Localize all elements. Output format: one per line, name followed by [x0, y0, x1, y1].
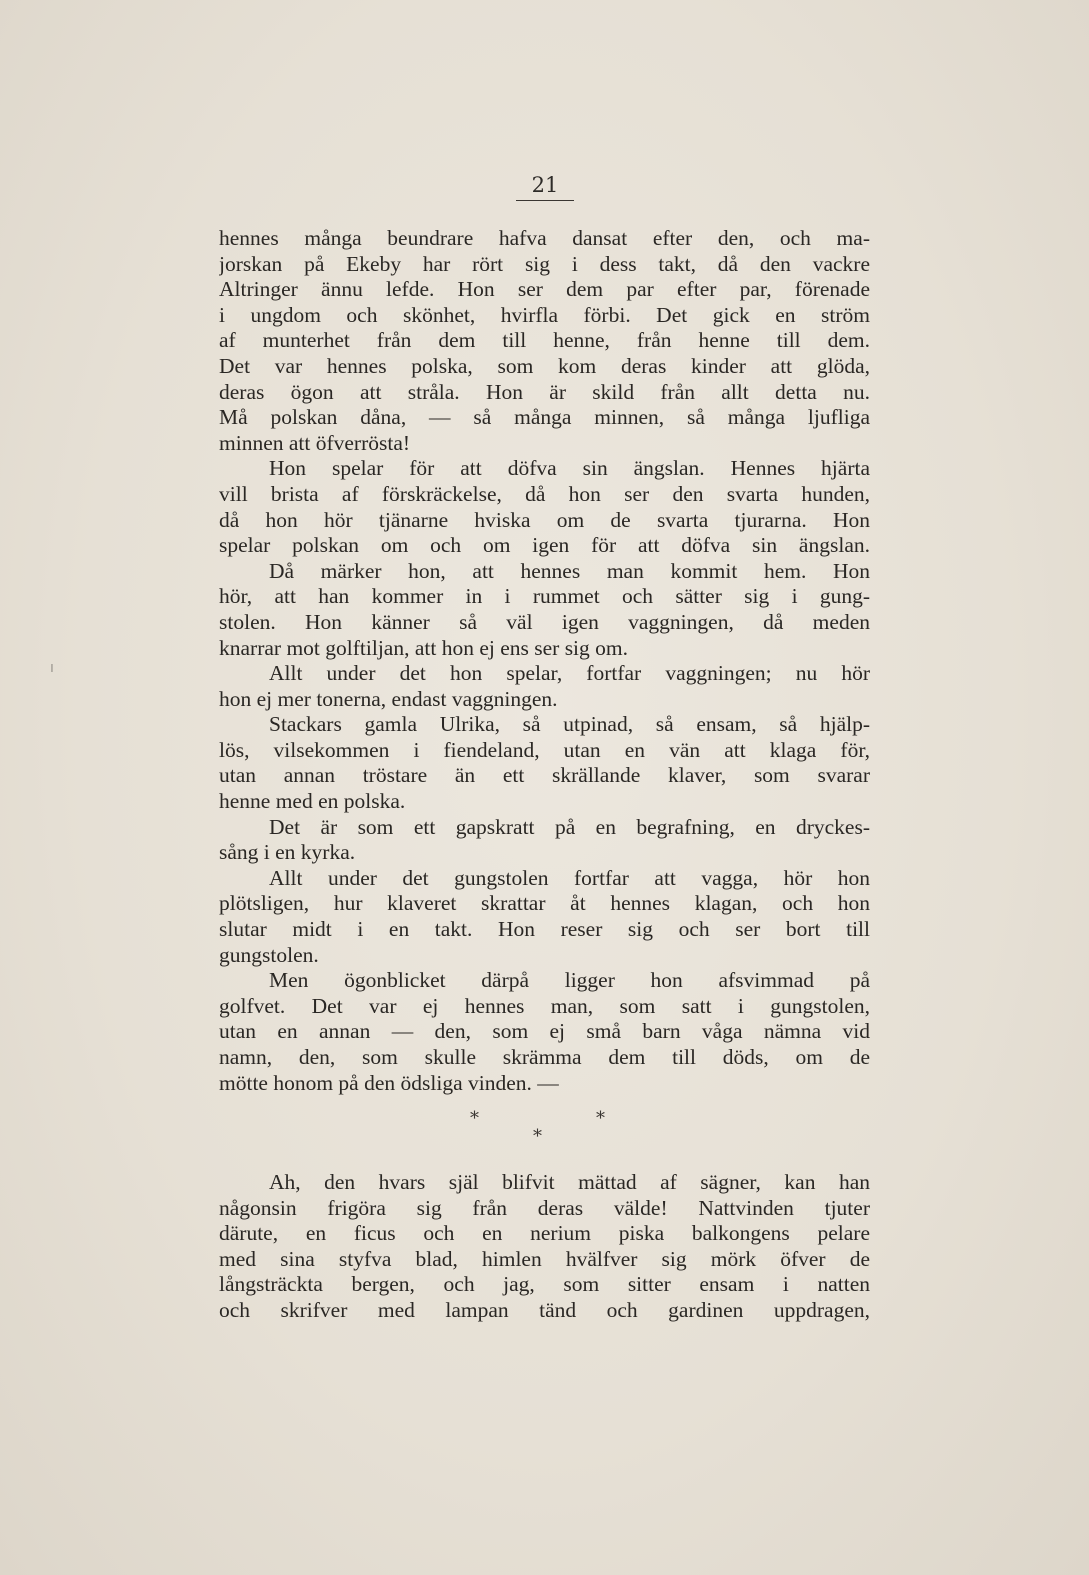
text-line: utan annan tröstare än ett skrällande klaver, som svarar	[219, 763, 870, 788]
text-line: Allt under det hon spelar, fortfar vaggningen; nu hör	[269, 661, 870, 686]
text-line: Det är som ett gapskratt på en begrafning, en dryckes-	[269, 814, 870, 839]
text-line: med sina styfva blad, himlen hvälfver sig mörk öfver de	[219, 1246, 870, 1271]
text-line: i ungdom och skönhet, hvirfla förbi. Det gick en ström	[219, 302, 870, 327]
text-line: plötsligen, hur klaveret skrattar åt hennes klagan, och hon	[219, 891, 870, 916]
text-line: golfvet. Det var ej hennes man, som satt i gungstolen,	[219, 993, 870, 1018]
text-line: Stackars gamla Ulrika, så utpinad, så ensam, så hjälp-	[269, 712, 870, 737]
text-line: Må polskan dåna, — så många minnen, så många ljufliga	[219, 405, 870, 430]
text-line: därute, en ficus och en nerium piska balkongens pelare	[219, 1221, 870, 1246]
text-line: utan en annan — den, som ej små barn våga nämna vid	[219, 1019, 870, 1044]
text-line: minnen att öfverrösta!	[219, 430, 411, 455]
text-line: Altringer ännu lefde. Hon ser dem par efter par, förenade	[219, 277, 870, 302]
text-line: deras ögon att stråla. Hon är skild från allt detta nu.	[219, 379, 870, 404]
text-line: jorskan på Ekeby har rört sig i dess takt, då den vackre	[219, 251, 870, 276]
section-break-asterisk: *	[533, 1126, 542, 1147]
margin-mark: ı	[50, 660, 54, 676]
text-line: Hon spelar för att döfva sin ängslan. Hennes hjärta	[269, 456, 870, 481]
text-line: då hon hör tjänarne hviska om de svarta tjurarna. Hon	[219, 507, 870, 532]
text-line: hon ej mer tonerna, endast vaggningen.	[219, 686, 558, 711]
text-line: och skrifver med lampan tänd och gardinen uppdragen,	[219, 1297, 870, 1322]
text-line: Ah, den hvars själ blifvit mättad af sägner, kan han	[269, 1170, 870, 1194]
text-line: långsträckta bergen, och jag, som sitter ensam i natten	[219, 1272, 870, 1297]
text-line: Allt under det gungstolen fortfar att vagga, hör hon	[269, 865, 870, 890]
text-line: stolen. Hon känner så väl igen vaggningen, då meden	[219, 609, 870, 634]
text-line: hennes många beundrare hafva dansat efter den, och ma-	[219, 226, 870, 250]
body-text-top	[219, 226, 870, 1096]
section-break-asterisk: *	[470, 1108, 479, 1129]
text-line: sång i en kyrka.	[219, 840, 356, 865]
text-line: mötte honom på den ödsliga vinden. —	[219, 1070, 559, 1095]
body-text-bottom	[219, 1170, 870, 1324]
text-line: henne med en polska.	[219, 789, 406, 814]
text-line: knarrar mot golftiljan, att hon ej ens ser sig om.	[219, 635, 629, 660]
text-line: Då märker hon, att hennes man kommit hem. Hon	[269, 558, 870, 583]
page-number: 21	[516, 173, 574, 201]
text-line: Men ögonblicket därpå ligger hon afsvimmad på	[269, 968, 870, 993]
text-line: någonsin frigöra sig från deras välde! Nattvinden tjuter	[219, 1195, 870, 1220]
text-line: vill brista af förskräckelse, då hon ser den svarta hunden,	[219, 481, 870, 506]
text-line: slutar midt i en takt. Hon reser sig och ser bort till	[219, 917, 870, 942]
text-line: lös, vilsekommen i fiendeland, utan en vän att klaga för,	[219, 737, 870, 762]
text-line: Det var hennes polska, som kom deras kinder att glöda,	[219, 353, 870, 378]
text-line: spelar polskan om och om igen för att döfva sin ängslan.	[219, 533, 870, 558]
text-line: hör, att han kommer in i rummet och sätter sig i gung-	[219, 584, 870, 609]
text-line: gungstolen.	[219, 942, 319, 967]
text-line: namn, den, som skulle skrämma dem till döds, om de	[219, 1045, 870, 1069]
section-break-asterisk: *	[596, 1108, 605, 1129]
text-line: af munterhet från dem till henne, från henne till dem.	[219, 328, 870, 353]
